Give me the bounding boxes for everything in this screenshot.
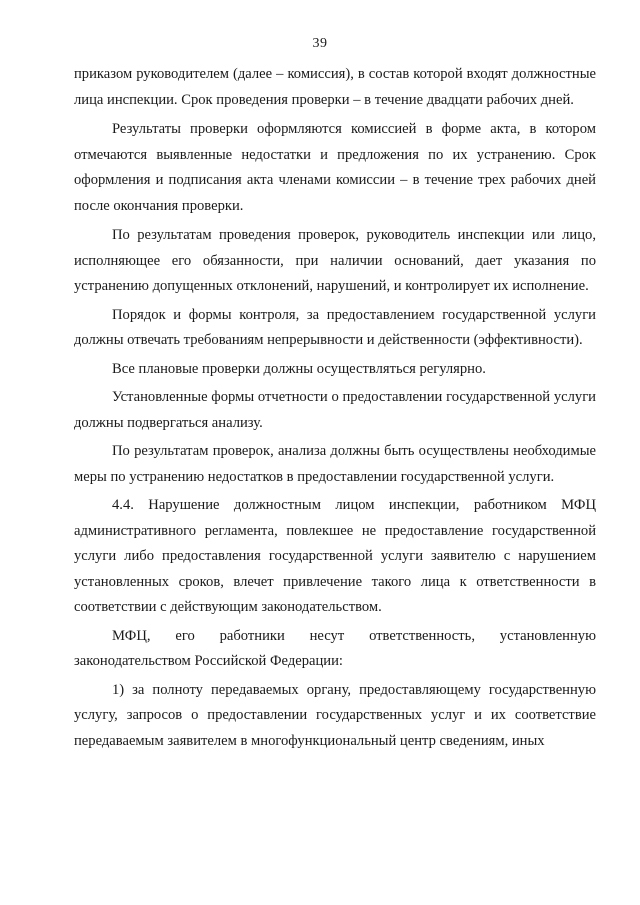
- paragraph-reporting-analysis: Установленные формы отчетности о предоставлении государственной услуги должны подвергаться анализу.: [74, 389, 596, 431]
- paragraph-item-1: 1) за полноту передаваемых органу, предоставляющему государственную услугу, запросов о предоставлении государственных услуг и их соответствие передаваемым заявителем в многофункциональный центр сведениям, иных: [74, 681, 596, 749]
- paragraph-mfc-responsibility: МФЦ, его работники несут ответственность, установленную законодательством Российской Федерации:: [74, 627, 596, 669]
- paragraph-section-4-4: 4.4. Нарушение должностным лицом инспекции, работником МФЦ административного регламента, повлекшее не предоставление государственной услуги либо предоставления государственной услуги заявителю с нарушением установленных сроков, влечет привлечение такого лица к ответственности в соответствии с действующим законодательством.: [74, 497, 596, 615]
- page-number: 39: [312, 36, 328, 51]
- paragraph-inspection-results: Результаты проверки оформляются комиссией в форме акта, в котором отмечаются выявленные недостатки и предложения по их устранению. Срок оформления и подписания акта членами комиссии – в течение трех рабочих дней после окончания проверки.: [74, 121, 596, 214]
- paragraph-corrective-measures: По результатам проверок, анализа должны быть осуществлены необходимые меры по устранению недостатков в предоставлении государственной услуги.: [74, 443, 596, 485]
- paragraph-commission-continuation: приказом руководителем (далее – комиссия), в состав которой входят должностные лица инспекции. Срок проведения проверки – в течение двадцати рабочих дней.: [74, 66, 596, 108]
- paragraph-control-requirements: Порядок и формы контроля, за предоставлением государственной услуги должны отвечать требованиям непрерывности и действенности (эффективности).: [74, 306, 596, 348]
- document-body: [74, 62, 596, 754]
- paragraph-regular-inspections: Все плановые проверки должны осуществляться регулярно.: [112, 360, 486, 377]
- paragraph-head-instructions: По результатам проведения проверок, руководитель инспекции или лицо, исполняющее его обязанности, при наличии оснований, дает указания по устранению допущенных отклонений, нарушений, и контролирует их исполнение.: [74, 227, 596, 294]
